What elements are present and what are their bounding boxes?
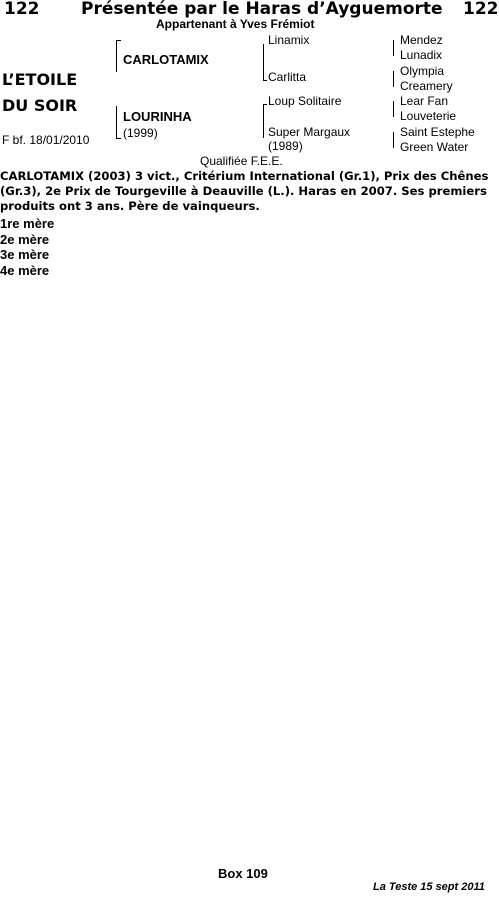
- sire-note-text: CARLOTAMIX (2003) 3 vict., Critérium International (Gr.1), Prix des Chênes (Gr.3), 2e Prix de Tourgeville à Deauville (L.). Haras en 2007. Ses premiers produits ont 3 ans. Père de vainqueurs.: [0, 169, 489, 213]
- bracket-g3c: [393, 101, 394, 117]
- dam-sire: Loup Solitaire: [268, 94, 342, 108]
- dam-dam-dam: Green Water: [400, 140, 469, 154]
- dam-sire-dam: Louveterie: [400, 109, 457, 123]
- dam-dam: Super Margaux: [268, 125, 351, 139]
- dam-dam-year: (1989): [268, 139, 303, 153]
- section-third-dam: 3e mère: [0, 247, 50, 262]
- box-number: Box 109: [218, 866, 268, 881]
- horse-details: F bf. 18/01/2010: [2, 133, 90, 147]
- page-title: Présentée par le Haras d’Ayguemorte: [81, 0, 443, 19]
- lot-number-right: 122: [463, 0, 499, 19]
- bracket-g2b: [263, 104, 264, 138]
- section-second-dam: 2e mère: [0, 231, 50, 247]
- sire-dam: Carlitta: [268, 70, 307, 84]
- sire-sire-sire: Mendez: [400, 33, 443, 47]
- dam-sire-sire: Lear Fan: [400, 94, 449, 108]
- footer-date: La Teste 15 sept 2011: [373, 881, 485, 893]
- section-fourth-dam: 4e mère: [0, 262, 50, 278]
- dam-year: (1999): [123, 126, 158, 140]
- bracket-g3b: [393, 71, 394, 87]
- horse-name-line1: L’ETOILE: [2, 70, 78, 89]
- section-first-dam: 1re mère: [0, 216, 55, 231]
- qualification: Qualifiée F.E.E.: [200, 154, 283, 168]
- dam-dam-sire: Saint Estephe: [400, 125, 475, 139]
- lot-number-left: 122: [4, 0, 40, 19]
- sire-dam-sire: Olympia: [400, 64, 445, 78]
- sire-note: [0, 169, 497, 214]
- bracket-g3d: [393, 132, 394, 148]
- horse-name-line2: DU SOIR: [2, 96, 78, 115]
- bracket-g2a-foot: [263, 80, 267, 81]
- bracket-sire: [116, 40, 117, 72]
- bracket-dam-bottom: [116, 138, 121, 139]
- bracket-g3a: [393, 40, 394, 56]
- sire-dam-dam: Creamery: [400, 79, 453, 93]
- bracket-g2b-top: [263, 104, 267, 105]
- sire-sire-dam: Lunadix: [400, 48, 443, 62]
- pedigree-body: [0, 216, 497, 278]
- bracket-sire-top: [116, 40, 121, 41]
- bracket-dam: [116, 106, 117, 138]
- sire-name: CARLOTAMIX: [123, 52, 209, 67]
- bracket-g2a: [263, 44, 264, 80]
- dam-name: LOURINHA: [123, 109, 192, 124]
- owner-line: Appartenant à Yves Frémiot: [156, 17, 315, 31]
- sire-sire: Linamix: [268, 33, 310, 47]
